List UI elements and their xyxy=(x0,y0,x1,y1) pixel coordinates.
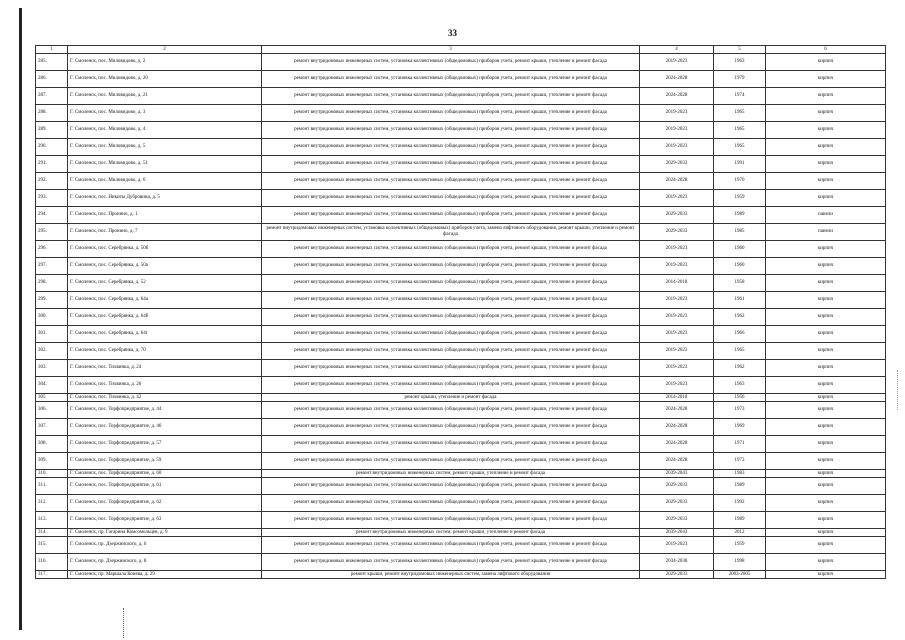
repair-works-cell: ремонт внутридомовых инженерных систем, ремонт крыши, утепление и ремонт фасада xyxy=(262,470,640,478)
table-row xyxy=(36,529,886,537)
table-row xyxy=(36,571,886,579)
wall-material-cell: кирпич xyxy=(766,529,886,537)
address-cell: Г. Смоленск, пр. Маршала Конева, д. 29 xyxy=(68,571,262,579)
planned-period-cell: 2029-2033 xyxy=(640,156,714,173)
address-cell: Г. Смоленск, пос. Миловидово, д. 51 xyxy=(68,156,262,173)
planned-period-cell: 2014-2018 xyxy=(640,394,714,402)
planned-period-cell: 2029-2033 xyxy=(640,478,714,495)
wall-material-cell: кирпич xyxy=(766,309,886,326)
row-number: 305 xyxy=(36,394,68,402)
build-year-cell: 1989 xyxy=(714,478,766,495)
build-year-cell: 1960 xyxy=(714,258,766,275)
planned-period-cell: 2019-2023 xyxy=(640,377,714,394)
planned-period-cell: 2029-2033 xyxy=(640,224,714,241)
row-number: 294. xyxy=(36,207,68,224)
table-row xyxy=(36,343,886,360)
planned-period-cell: 2029-2033 xyxy=(640,207,714,224)
row-number: 285. xyxy=(36,54,68,71)
table-row xyxy=(36,377,886,394)
address-cell: Г. Смоленск, пос. Тихвинка, д. 24 xyxy=(68,360,262,377)
repair-works-cell: ремонт внутридомовых инженерных систем, установка коллективных (общедомовых) приборов учета, ремонт крыши, утепление и ремонт фасада xyxy=(262,139,640,156)
wall-material-cell: панели xyxy=(766,207,886,224)
address-cell: Г. Смоленск, пос. Торфопредприятие, д. 46 xyxy=(68,419,262,436)
wall-material-cell: кирпич xyxy=(766,326,886,343)
wall-material-cell: кирпич xyxy=(766,190,886,207)
build-year-cell: 1992 xyxy=(714,495,766,512)
row-number: 299. xyxy=(36,292,68,309)
repair-works-cell: ремонт внутридомовых инженерных систем, установка коллективных (общедомовых) приборов учета, ремонт крыши, утепление и ремонт фасада xyxy=(262,419,640,436)
table-row xyxy=(36,156,886,173)
housing-repair-table xyxy=(35,45,886,579)
build-year-cell: 1963 xyxy=(714,377,766,394)
planned-period-cell: 2019-2023 xyxy=(640,292,714,309)
address-cell: Г. Смоленск, пос. Торфопредприятие, д. 61 xyxy=(68,478,262,495)
wall-material-cell: кирпич xyxy=(766,343,886,360)
planned-period-cell: 2024-2028 xyxy=(640,173,714,190)
wall-material-cell: кирпич xyxy=(766,394,886,402)
row-number: 295. xyxy=(36,224,68,241)
repair-works-cell: ремонт внутридомовых инженерных систем, установка коллективных (общедомовых) приборов учета, ремонт крыши, утепление и ремонт фасада xyxy=(262,512,640,529)
address-cell: Г. Смоленск, пр. Дзержинского, д. 6 xyxy=(68,537,262,554)
row-number: 310. xyxy=(36,470,68,478)
row-number: 290. xyxy=(36,139,68,156)
build-year-cell: 1965 xyxy=(714,343,766,360)
wall-material-cell: панели xyxy=(766,224,886,241)
repair-works-cell: ремонт внутридомовых инженерных систем, установка коллективных (общедомовых) приборов учета, ремонт крыши, утепление и ремонт фасада xyxy=(262,343,640,360)
row-number: 296. xyxy=(36,241,68,258)
planned-period-cell: 2019-2023 xyxy=(640,122,714,139)
wall-material-cell: кирпич xyxy=(766,495,886,512)
address-cell: Г. Смоленск, пос. Серебрянка, д. 50б xyxy=(68,241,262,258)
binding-edge-rule xyxy=(19,8,22,630)
wall-material-cell: кирпич xyxy=(766,512,886,529)
wall-material-cell: кирпич xyxy=(766,122,886,139)
wall-material-cell: кирпич xyxy=(766,571,886,579)
table-body xyxy=(36,54,886,579)
edge-dotted-line xyxy=(897,370,899,410)
column-header-3: 3 xyxy=(262,46,640,54)
column-header-2: 2 xyxy=(68,46,262,54)
wall-material-cell: кирпич xyxy=(766,241,886,258)
repair-works-cell: ремонт внутридомовых инженерных систем, установка коллективных (общедомовых) приборов учета, замена лифтового оборудования, ремонт крыши, утепление и ремонт фасада xyxy=(262,224,640,241)
table-row xyxy=(36,436,886,453)
planned-period-cell: 2024-2028 xyxy=(640,71,714,88)
repair-works-cell: ремонт крыши, ремонт внутридомовых инженерных систем, замена лифтового оборудования xyxy=(262,571,640,579)
repair-works-cell: ремонт внутридомовых инженерных систем, установка коллективных (общедомовых) приборов учета, ремонт крыши, утепление и ремонт фасада xyxy=(262,537,640,554)
wall-material-cell: кирпич xyxy=(766,88,886,105)
planned-period-cell: 2024-2028 xyxy=(640,402,714,419)
planned-period-cell: 2019-2023 xyxy=(640,360,714,377)
row-number: 312. xyxy=(36,495,68,512)
wall-material-cell: кирпич xyxy=(766,360,886,377)
repair-works-cell: ремонт внутридомовых инженерных систем, установка коллективных (общедомовых) приборов учета, ремонт крыши, утепление и ремонт фасада xyxy=(262,88,640,105)
planned-period-cell: 2019-2023 xyxy=(640,190,714,207)
row-number: 313. xyxy=(36,512,68,529)
repair-works-cell: ремонт внутридомовых инженерных систем, установка коллективных (общедомовых) приборов учета, ремонт крыши, утепление и ремонт фасада xyxy=(262,122,640,139)
repair-works-cell: ремонт внутридомовых инженерных систем, установка коллективных (общедомовых) приборов учета, ремонт крыши, утепление и ремонт фасада xyxy=(262,377,640,394)
address-cell: Г. Смоленск, пос. Миловидово, д. 4 xyxy=(68,122,262,139)
repair-works-cell: ремонт внутридомовых инженерных систем, установка коллективных (общедомовых) приборов учета, ремонт крыши, утепление и ремонт фасада xyxy=(262,241,640,258)
address-cell: Г. Смоленск, пос. Серебрянка, д. 50а xyxy=(68,258,262,275)
planned-period-cell: 2014-2018 xyxy=(640,275,714,292)
row-number: 311. xyxy=(36,478,68,495)
row-number: 308. xyxy=(36,436,68,453)
address-cell: Г. Смоленск, пос. Серебрянка, д. 64г xyxy=(68,326,262,343)
wall-material-cell: кирпич xyxy=(766,156,886,173)
address-cell: Г. Смоленск, пос. Никиты Дубровина, д. 5 xyxy=(68,190,262,207)
row-number: 307. xyxy=(36,419,68,436)
repair-works-cell: ремонт внутридомовых инженерных систем, установка коллективных (общедомовых) приборов учета, ремонт крыши, утепление и ремонт фасада xyxy=(262,360,640,377)
repair-works-cell: ремонт внутридомовых инженерных систем, установка коллективных (общедомовых) приборов учета, ремонт крыши, утепление и ремонт фасада xyxy=(262,326,640,343)
wall-material-cell: кирпич xyxy=(766,453,886,470)
address-cell: Г. Смоленск, пос. Торфопредприятие, д. 57 xyxy=(68,436,262,453)
table-row xyxy=(36,105,886,122)
planned-period-cell: 2024-2028 xyxy=(640,436,714,453)
table-row xyxy=(36,258,886,275)
row-number: 317. xyxy=(36,571,68,579)
planned-period-cell: 2029-2033 xyxy=(640,495,714,512)
table-row xyxy=(36,419,886,436)
column-header-6: 6 xyxy=(766,46,886,54)
address-cell: Г. Смоленск, пос. Торфопредприятие, д. 59 xyxy=(68,453,262,470)
build-year-cell: 1979 xyxy=(714,71,766,88)
wall-material-cell: кирпич xyxy=(766,402,886,419)
address-cell: Г. Смоленск, пос. Серебрянка, д. 52 xyxy=(68,275,262,292)
table-row xyxy=(36,512,886,529)
table-row xyxy=(36,402,886,419)
wall-material-cell: кирпич xyxy=(766,537,886,554)
repair-works-cell: ремонт внутридомовых инженерных систем, установка коллективных (общедомовых) приборов учета, ремонт крыши, утепление и ремонт фасада xyxy=(262,453,640,470)
row-number: 301. xyxy=(36,326,68,343)
build-year-cell: 1991 xyxy=(714,156,766,173)
address-cell: Г. Смоленск, пос. Серебрянка, д. 64б xyxy=(68,309,262,326)
repair-works-cell: ремонт внутридомовых инженерных систем, установка коллективных (общедомовых) приборов учета, ремонт крыши, утепление и ремонт фасада xyxy=(262,54,640,71)
build-year-cell: 1956 xyxy=(714,394,766,402)
address-cell: Г. Смоленск, пос. Серебрянка, д. 64а xyxy=(68,292,262,309)
build-year-cell: 1965 xyxy=(714,139,766,156)
row-number: 314. xyxy=(36,529,68,537)
table-row xyxy=(36,537,886,554)
table-row xyxy=(36,326,886,343)
build-year-cell: 1959 xyxy=(714,190,766,207)
build-year-cell: 1971 xyxy=(714,436,766,453)
address-cell: Г. Смоленск, пос. Миловидово, д. 21 xyxy=(68,88,262,105)
planned-period-cell: 2019-2023 xyxy=(640,326,714,343)
wall-material-cell: кирпич xyxy=(766,139,886,156)
repair-works-cell: ремонт внутридомовых инженерных систем, установка коллективных (общедомовых) приборов учета, ремонт крыши, утепление и ремонт фасада xyxy=(262,554,640,571)
row-number: 309. xyxy=(36,453,68,470)
address-cell: Г. Смоленск, пос. Пронино, д. 7 xyxy=(68,224,262,241)
address-cell: Г. Смоленск, пос. Торфопредприятие, д. 63 xyxy=(68,512,262,529)
repair-works-cell: ремонт внутридомовых инженерных систем, ремонт крыши, утепление и ремонт фасада xyxy=(262,529,640,537)
wall-material-cell: кирпич xyxy=(766,173,886,190)
row-number: 289. xyxy=(36,122,68,139)
build-year-cell: 1970 xyxy=(714,173,766,190)
planned-period-cell: 2019-2023 xyxy=(640,343,714,360)
table-row xyxy=(36,173,886,190)
table-row xyxy=(36,292,886,309)
address-cell: Г. Смоленск, пос. Миловидово, д. 6 xyxy=(68,173,262,190)
wall-material-cell: кирпич xyxy=(766,554,886,571)
planned-period-cell: 2019-2023 xyxy=(640,537,714,554)
address-cell: Г. Смоленск, пр. Дзержинского, д. 8 xyxy=(68,554,262,571)
table-row xyxy=(36,360,886,377)
wall-material-cell: кирпич xyxy=(766,419,886,436)
build-year-cell: 1959 xyxy=(714,537,766,554)
wall-material-cell: кирпич xyxy=(766,275,886,292)
wall-material-cell: кирпич xyxy=(766,377,886,394)
repair-works-cell: ремонт внутридомовых инженерных систем, установка коллективных (общедомовых) приборов учета, ремонт крыши, утепление и ремонт фасада xyxy=(262,292,640,309)
row-number: 293. xyxy=(36,190,68,207)
planned-period-cell: 2024-2028 xyxy=(640,88,714,105)
wall-material-cell: кирпич xyxy=(766,105,886,122)
address-cell: Г. Смоленск, пр. Гагарина Комсомольцев, д. 9 xyxy=(68,529,262,537)
repair-works-cell: ремонт крыши, утепление и ремонт фасада xyxy=(262,394,640,402)
row-number: 286. xyxy=(36,71,68,88)
build-year-cell: 1974 xyxy=(714,88,766,105)
table-row xyxy=(36,54,886,71)
build-year-cell: 1962 xyxy=(714,309,766,326)
build-year-cell: 1989 xyxy=(714,512,766,529)
build-year-cell: 1960 xyxy=(714,241,766,258)
address-cell: Г. Смоленск, пос. Миловидово, д. 20 xyxy=(68,71,262,88)
row-number: 298. xyxy=(36,275,68,292)
address-cell: Г. Смоленск, пос. Торфопредприятие, д. 62 xyxy=(68,495,262,512)
table-row xyxy=(36,453,886,470)
build-year-cell: 1958 xyxy=(714,275,766,292)
table-row xyxy=(36,495,886,512)
table-row xyxy=(36,309,886,326)
build-year-cell: 1989 xyxy=(714,207,766,224)
build-year-cell: 1963 xyxy=(714,54,766,71)
build-year-cell: 1973 xyxy=(714,453,766,470)
repair-works-cell: ремонт внутридомовых инженерных систем, установка коллективных (общедомовых) приборов учета, ремонт крыши, утепление и ремонт фасада xyxy=(262,71,640,88)
build-year-cell: 1969 xyxy=(714,419,766,436)
table-row xyxy=(36,241,886,258)
row-number: 292. xyxy=(36,173,68,190)
wall-material-cell: кирпич xyxy=(766,470,886,478)
row-number: 287. xyxy=(36,88,68,105)
repair-works-cell: ремонт внутридомовых инженерных систем, установка коллективных (общедомовых) приборов учета, ремонт крыши, утепление и ремонт фасада xyxy=(262,495,640,512)
table-row xyxy=(36,190,886,207)
planned-period-cell: 2029-2033 xyxy=(640,571,714,579)
planned-period-cell: 2019-2023 xyxy=(640,258,714,275)
page-number: 33 xyxy=(448,28,457,38)
margin-dotted-line xyxy=(123,608,125,638)
repair-works-cell: ремонт внутридомовых инженерных систем, установка коллективных (общедомовых) приборов учета, ремонт крыши, утепление и ремонт фасада xyxy=(262,258,640,275)
address-cell: Г. Смоленск, пос. Тихвинка, д. 42 xyxy=(68,394,262,402)
planned-period-cell: 2039-2043 xyxy=(640,470,714,478)
planned-period-cell: 2019-2023 xyxy=(640,139,714,156)
row-number: 306. xyxy=(36,402,68,419)
row-number: 304. xyxy=(36,377,68,394)
repair-works-cell: ремонт внутридомовых инженерных систем, установка коллективных (общедомовых) приборов учета, ремонт крыши, утепление и ремонт фасада xyxy=(262,402,640,419)
build-year-cell: 1973 xyxy=(714,402,766,419)
address-cell: Г. Смоленск, пос. Тихвинка, д. 26 xyxy=(68,377,262,394)
wall-material-cell: кирпич xyxy=(766,54,886,71)
planned-period-cell: 2019-2023 xyxy=(640,241,714,258)
address-cell: Г. Смоленск, пос. Серебрянка, д. 70 xyxy=(68,343,262,360)
build-year-cell: 2003-2005 xyxy=(714,571,766,579)
planned-period-cell: 2019-2023 xyxy=(640,105,714,122)
planned-period-cell: 2039-2043 xyxy=(640,529,714,537)
row-number: 288. xyxy=(36,105,68,122)
build-year-cell: 1983 xyxy=(714,470,766,478)
planned-period-cell: 2034-2038 xyxy=(640,554,714,571)
table-row xyxy=(36,394,886,402)
build-year-cell: 1961 xyxy=(714,292,766,309)
build-year-cell: 2012 xyxy=(714,529,766,537)
table-row xyxy=(36,88,886,105)
row-number: 291. xyxy=(36,156,68,173)
planned-period-cell: 2019-2023 xyxy=(640,309,714,326)
repair-works-cell: ремонт внутридомовых инженерных систем, установка коллективных (общедомовых) приборов учета, ремонт крыши, утепление и ремонт фасада xyxy=(262,478,640,495)
repair-works-cell: ремонт внутридомовых инженерных систем, установка коллективных (общедомовых) приборов учета, ремонт крыши, утепление и ремонт фасада xyxy=(262,190,640,207)
table-row xyxy=(36,71,886,88)
build-year-cell: 1962 xyxy=(714,360,766,377)
repair-works-cell: ремонт внутридомовых инженерных систем, установка коллективных (общедомовых) приборов учета, ремонт крыши, утепление и ремонт фасада xyxy=(262,207,640,224)
table-row xyxy=(36,554,886,571)
address-cell: Г. Смоленск, пос. Пронино, д. 1 xyxy=(68,207,262,224)
column-header-4: 4 xyxy=(640,46,714,54)
build-year-cell: 1985 xyxy=(714,224,766,241)
build-year-cell: 1965 xyxy=(714,105,766,122)
row-number: 316. xyxy=(36,554,68,571)
row-number: 303. xyxy=(36,360,68,377)
repair-works-cell: ремонт внутридомовых инженерных систем, установка коллективных (общедомовых) приборов учета, ремонт крыши, утепление и ремонт фасада xyxy=(262,309,640,326)
row-number: 300. xyxy=(36,309,68,326)
planned-period-cell: 2024-2028 xyxy=(640,419,714,436)
repair-works-cell: ремонт внутридомовых инженерных систем, установка коллективных (общедомовых) приборов учета, ремонт крыши, утепление и ремонт фасада xyxy=(262,275,640,292)
table-row xyxy=(36,275,886,292)
table-row xyxy=(36,122,886,139)
address-cell: Г. Смоленск, пос. Миловидово, д. 5 xyxy=(68,139,262,156)
repair-works-cell: ремонт внутридомовых инженерных систем, установка коллективных (общедомовых) приборов учета, ремонт крыши, утепление и ремонт фасада xyxy=(262,173,640,190)
repair-works-cell: ремонт внутридомовых инженерных систем, установка коллективных (общедомовых) приборов учета, ремонт крыши, утепление и ремонт фасада xyxy=(262,156,640,173)
build-year-cell: 1966 xyxy=(714,326,766,343)
repair-works-cell: ремонт внутридомовых инженерных систем, установка коллективных (общедомовых) приборов учета, ремонт крыши, утепление и ремонт фасада xyxy=(262,436,640,453)
build-year-cell: 1965 xyxy=(714,122,766,139)
column-header-1: 1 xyxy=(36,46,68,54)
row-number: 315. xyxy=(36,537,68,554)
table-row xyxy=(36,470,886,478)
planned-period-cell: 2019-2023 xyxy=(640,54,714,71)
row-number: 297. xyxy=(36,258,68,275)
wall-material-cell: кирпич xyxy=(766,71,886,88)
table-row xyxy=(36,139,886,156)
address-cell: Г. Смоленск, пос. Торфопредприятие, д. 60 xyxy=(68,470,262,478)
wall-material-cell: кирпич xyxy=(766,478,886,495)
wall-material-cell: кирпич xyxy=(766,292,886,309)
row-number: 302. xyxy=(36,343,68,360)
address-cell: Г. Смоленск, пос. Миловидово, д. 3 xyxy=(68,105,262,122)
planned-period-cell: 2029-2033 xyxy=(640,512,714,529)
table-row xyxy=(36,224,886,241)
table-row xyxy=(36,207,886,224)
table-row xyxy=(36,478,886,495)
address-cell: Г. Смоленск, пос. Миловидово, д. 2 xyxy=(68,54,262,71)
build-year-cell: 1998 xyxy=(714,554,766,571)
address-cell: Г. Смоленск, пос. Торфопредприятие, д. 44 xyxy=(68,402,262,419)
wall-material-cell: кирпич xyxy=(766,436,886,453)
column-number-row xyxy=(36,46,886,54)
repair-works-cell: ремонт внутридомовых инженерных систем, установка коллективных (общедомовых) приборов учета, ремонт крыши, утепление и ремонт фасада xyxy=(262,105,640,122)
column-header-5: 5 xyxy=(714,46,766,54)
wall-material-cell: кирпич xyxy=(766,258,886,275)
planned-period-cell: 2024-2028 xyxy=(640,453,714,470)
